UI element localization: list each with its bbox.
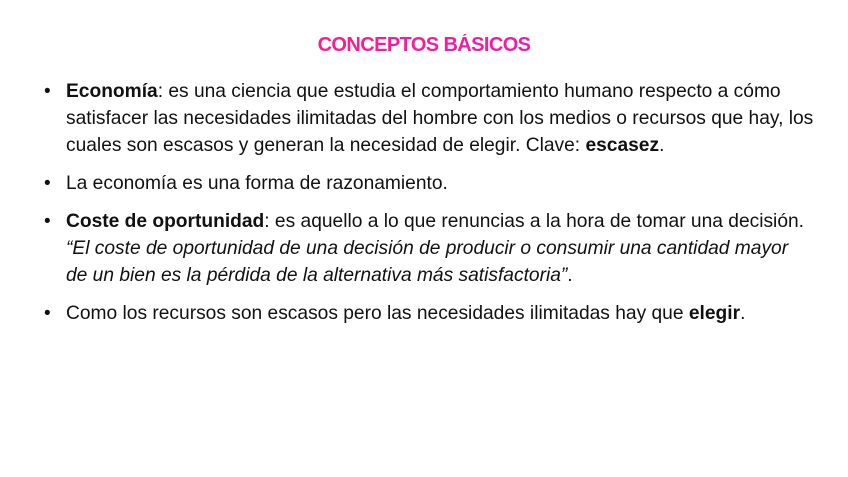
bullet-elegir [44,300,814,327]
bullet-dot: • [44,81,51,102]
bullet-end: . [567,265,573,286]
key-escasez: escasez [585,135,660,156]
bullet-dot: • [44,211,51,232]
bullet-coste-oportunidad [44,208,814,289]
bullet-dot: • [44,303,51,324]
quote-coste-oportunidad: “El coste de oportunidad de una decisión de producir o consumir una cantidad mayor de un bien es la pérdida de la alternativa más satisfactoria” [66,238,789,286]
bullet-razonamiento [44,170,814,197]
definition-coste-oportunidad: : es aquello a lo que renuncias a la hora de tomar una decisión. [264,211,804,232]
key-elegir: elegir [688,303,741,324]
term-coste-oportunidad: Coste de oportunidad [66,211,265,232]
bullet-economia [44,78,814,159]
term-economia: Economía [66,81,158,102]
bullet-end: . [659,135,665,156]
bullet-end: . [740,303,746,324]
definition-economia: : es una ciencia que estudia el comportamiento humano respecto a cómo satisfacer las necesidades ilimitadas del hombre con los medios o recursos que hay, los cuales son escasos y generan la necesidad de elegir. Clave: [66,81,814,156]
slide-title: CONCEPTOS BÁSICOS [0,34,848,57]
bullet-dot: • [44,173,51,194]
text-elegir: Como los recursos son escasos pero las necesidades ilimitadas hay que [66,303,689,324]
bullet-list [44,78,814,338]
text-razonamiento: La economía es una forma de razonamiento. [66,173,448,194]
